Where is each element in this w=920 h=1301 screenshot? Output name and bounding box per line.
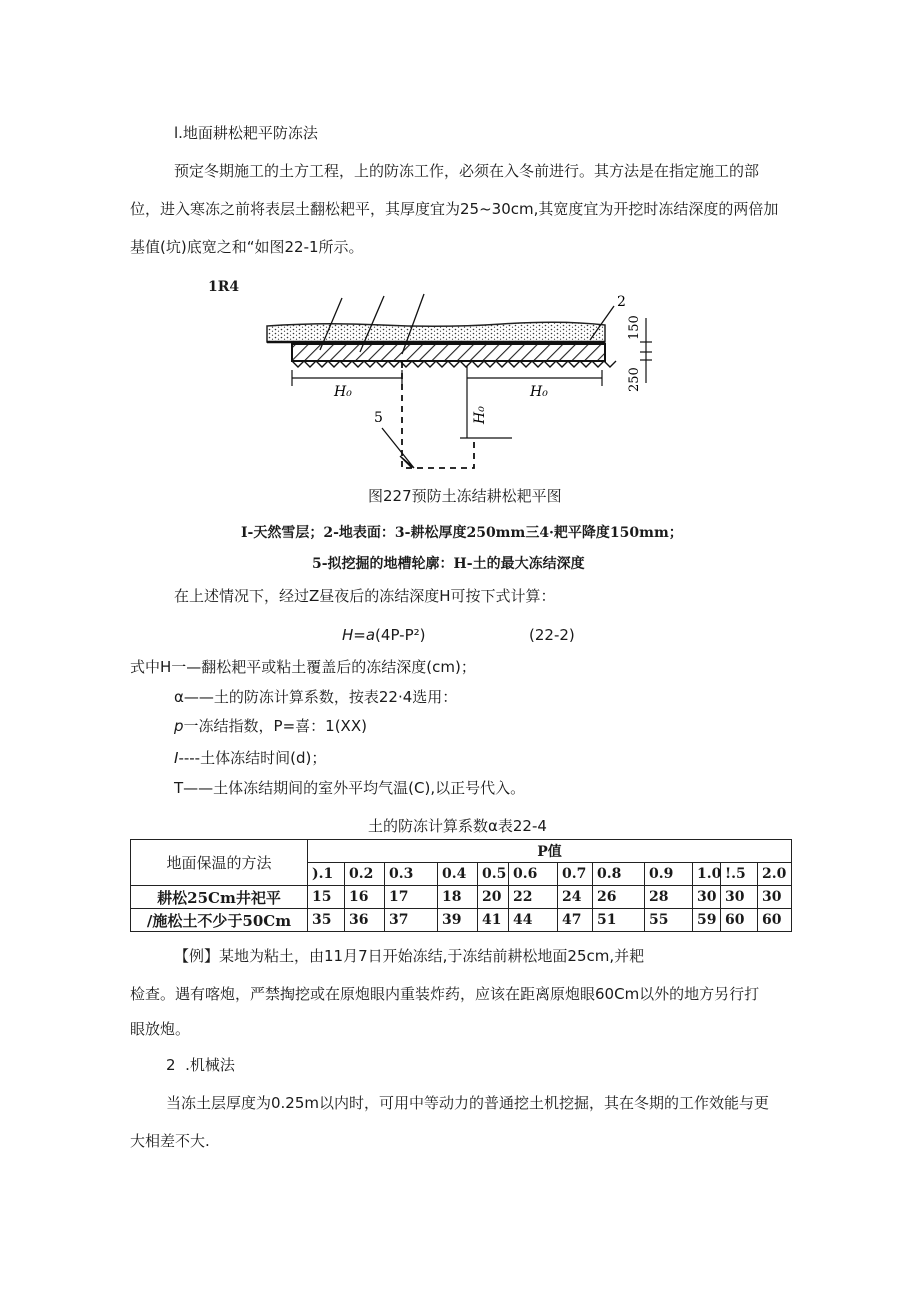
coef-value: 30	[693, 886, 721, 909]
coef-value: 15	[308, 886, 345, 909]
p-value: 0.3	[385, 863, 438, 886]
symbol-i: I	[174, 749, 179, 767]
formula-number: (22-2)	[529, 626, 575, 644]
coef-value: 55	[645, 909, 693, 932]
label-5: 5	[374, 410, 383, 426]
p-value: 0.2	[345, 863, 385, 886]
p-value: ).1	[308, 863, 345, 886]
paragraph-line: 大相差不大.	[130, 1132, 210, 1150]
p-value: 1.0	[693, 863, 721, 886]
method-name: 耕松25Cm井祀平	[131, 886, 308, 909]
coef-value: 47	[558, 909, 593, 932]
figure-caption: 图227预防土冻结耕松耙平图	[368, 487, 562, 505]
label-2: 2	[617, 294, 626, 310]
p-value: 0.7	[558, 863, 593, 886]
p-value: !.5	[721, 863, 758, 886]
coef-value: 35	[308, 909, 345, 932]
leader-5	[374, 410, 414, 468]
coef-value: 37	[385, 909, 438, 932]
section-heading: 2 .机械法	[166, 1056, 235, 1074]
definition-alpha: α——土的防冻计算系数，按表22·4选用：	[174, 688, 458, 706]
h0-dimension-left	[292, 370, 402, 400]
coef-value: 36	[345, 909, 385, 932]
example-line: 检查。遇有喀炮，严禁掏挖或在原炮眼内重装炸药，应该在距离原炮眼60Cm以外的地方另行打	[130, 985, 760, 1003]
method-name: /施松土不少于50Cm	[131, 909, 308, 932]
coef-value: 60	[758, 909, 792, 932]
p-header: P值	[308, 840, 792, 863]
coef-value: 28	[645, 886, 693, 909]
definition-i-text: ----土体冻结时间(d)；	[178, 749, 327, 767]
coef-value: 39	[438, 909, 478, 932]
coef-value: 59	[693, 909, 721, 932]
table-title: 土的防冻计算系数α表22-4	[368, 817, 547, 835]
dimension-250: 250	[627, 367, 642, 392]
p-value: 0.8	[593, 863, 645, 886]
h0-label: H₀	[334, 384, 352, 400]
p-value: 0.6	[509, 863, 558, 886]
definition-p	[174, 716, 367, 736]
formula-rhs: (4P-P²)	[375, 626, 426, 644]
coef-value: 30	[758, 886, 792, 909]
formula-expression	[342, 625, 425, 645]
definition-i	[174, 748, 326, 768]
definition-p-text: 一冻结指数，P=喜：1(XX)	[183, 717, 367, 735]
figure-label: 1R4	[208, 279, 240, 295]
formula-intro: 在上述情况下，经过Z昼夜后的冻结深度H可按下式计算：	[174, 587, 556, 605]
symbol-p: p	[174, 717, 184, 735]
p-value: 0.5	[478, 863, 509, 886]
section-heading: l.地面耕松耙平防冻法	[174, 124, 318, 142]
coef-value: 16	[345, 886, 385, 909]
dimension-150: 150	[627, 315, 642, 340]
loosened-soil-layer	[292, 344, 616, 367]
paragraph-line: 当冻土层厚度为0.25m以内时，可用中等动力的普通挖土机挖掘，其在冬期的工作效能与更	[166, 1094, 770, 1112]
h0-dimension-vertical	[460, 366, 512, 438]
coef-value: 18	[438, 886, 478, 909]
trench-outline	[402, 362, 474, 468]
coef-value: 22	[509, 886, 558, 909]
coef-value: 30	[721, 886, 758, 909]
method-header: 地面保温的方法	[131, 840, 308, 886]
h0-label: H₀	[530, 384, 548, 400]
table-row	[131, 909, 792, 932]
h0-label: H₀	[472, 406, 488, 424]
p-value: 0.9	[645, 863, 693, 886]
snow-layer	[267, 322, 605, 342]
table-row	[131, 886, 792, 909]
coef-value: 26	[593, 886, 645, 909]
h0-dimension-right	[467, 370, 602, 400]
table-header-row	[131, 840, 792, 863]
coef-value: 24	[558, 886, 593, 909]
definition-t: T——土体冻结期间的室外平均气温(C),以正号代入。	[174, 779, 526, 797]
paragraph-line: 基值(坑)底宽之和“如图22-1所示。	[130, 238, 364, 256]
formula-lhs: H=a	[342, 626, 376, 644]
p-value: 2.0	[758, 863, 792, 886]
figure-legend: 5-拟挖掘的地槽轮廓：H-土的最大冻结深度	[312, 556, 585, 572]
coef-value: 41	[478, 909, 509, 932]
coefficient-table	[130, 839, 792, 932]
coef-value: 20	[478, 886, 509, 909]
coef-value: 60	[721, 909, 758, 932]
frost-protection-diagram	[262, 288, 652, 476]
coef-value: 17	[385, 886, 438, 909]
coef-value: 51	[593, 909, 645, 932]
paragraph-line: 位，进入寒冻之前将表层土翻松耙平，其厚度宜为25~30cm,其宽度宜为开挖时冻结深度的两倍加	[130, 200, 779, 218]
p-value: 0.4	[438, 863, 478, 886]
right-dimension	[627, 315, 652, 392]
paragraph-line: 预定冬期施工的土方工程，上的防冻工作，必须在入冬前进行。其方法是在指定施工的部	[174, 162, 760, 180]
example-line: 【例】某地为粘土，由11月7日开始冻结,于冻结前耕松地面25cm,并耙	[174, 947, 645, 965]
example-line: 眼放炮。	[130, 1020, 191, 1038]
definition-h: 式中H一—翻松耙平或粘土覆盖后的冻结深度(cm)；	[130, 658, 476, 676]
coef-value: 44	[509, 909, 558, 932]
figure-legend: I-天然雪层；2-地表面：3-耕松厚度250mm三4·耙平降度150mm；	[241, 525, 683, 541]
